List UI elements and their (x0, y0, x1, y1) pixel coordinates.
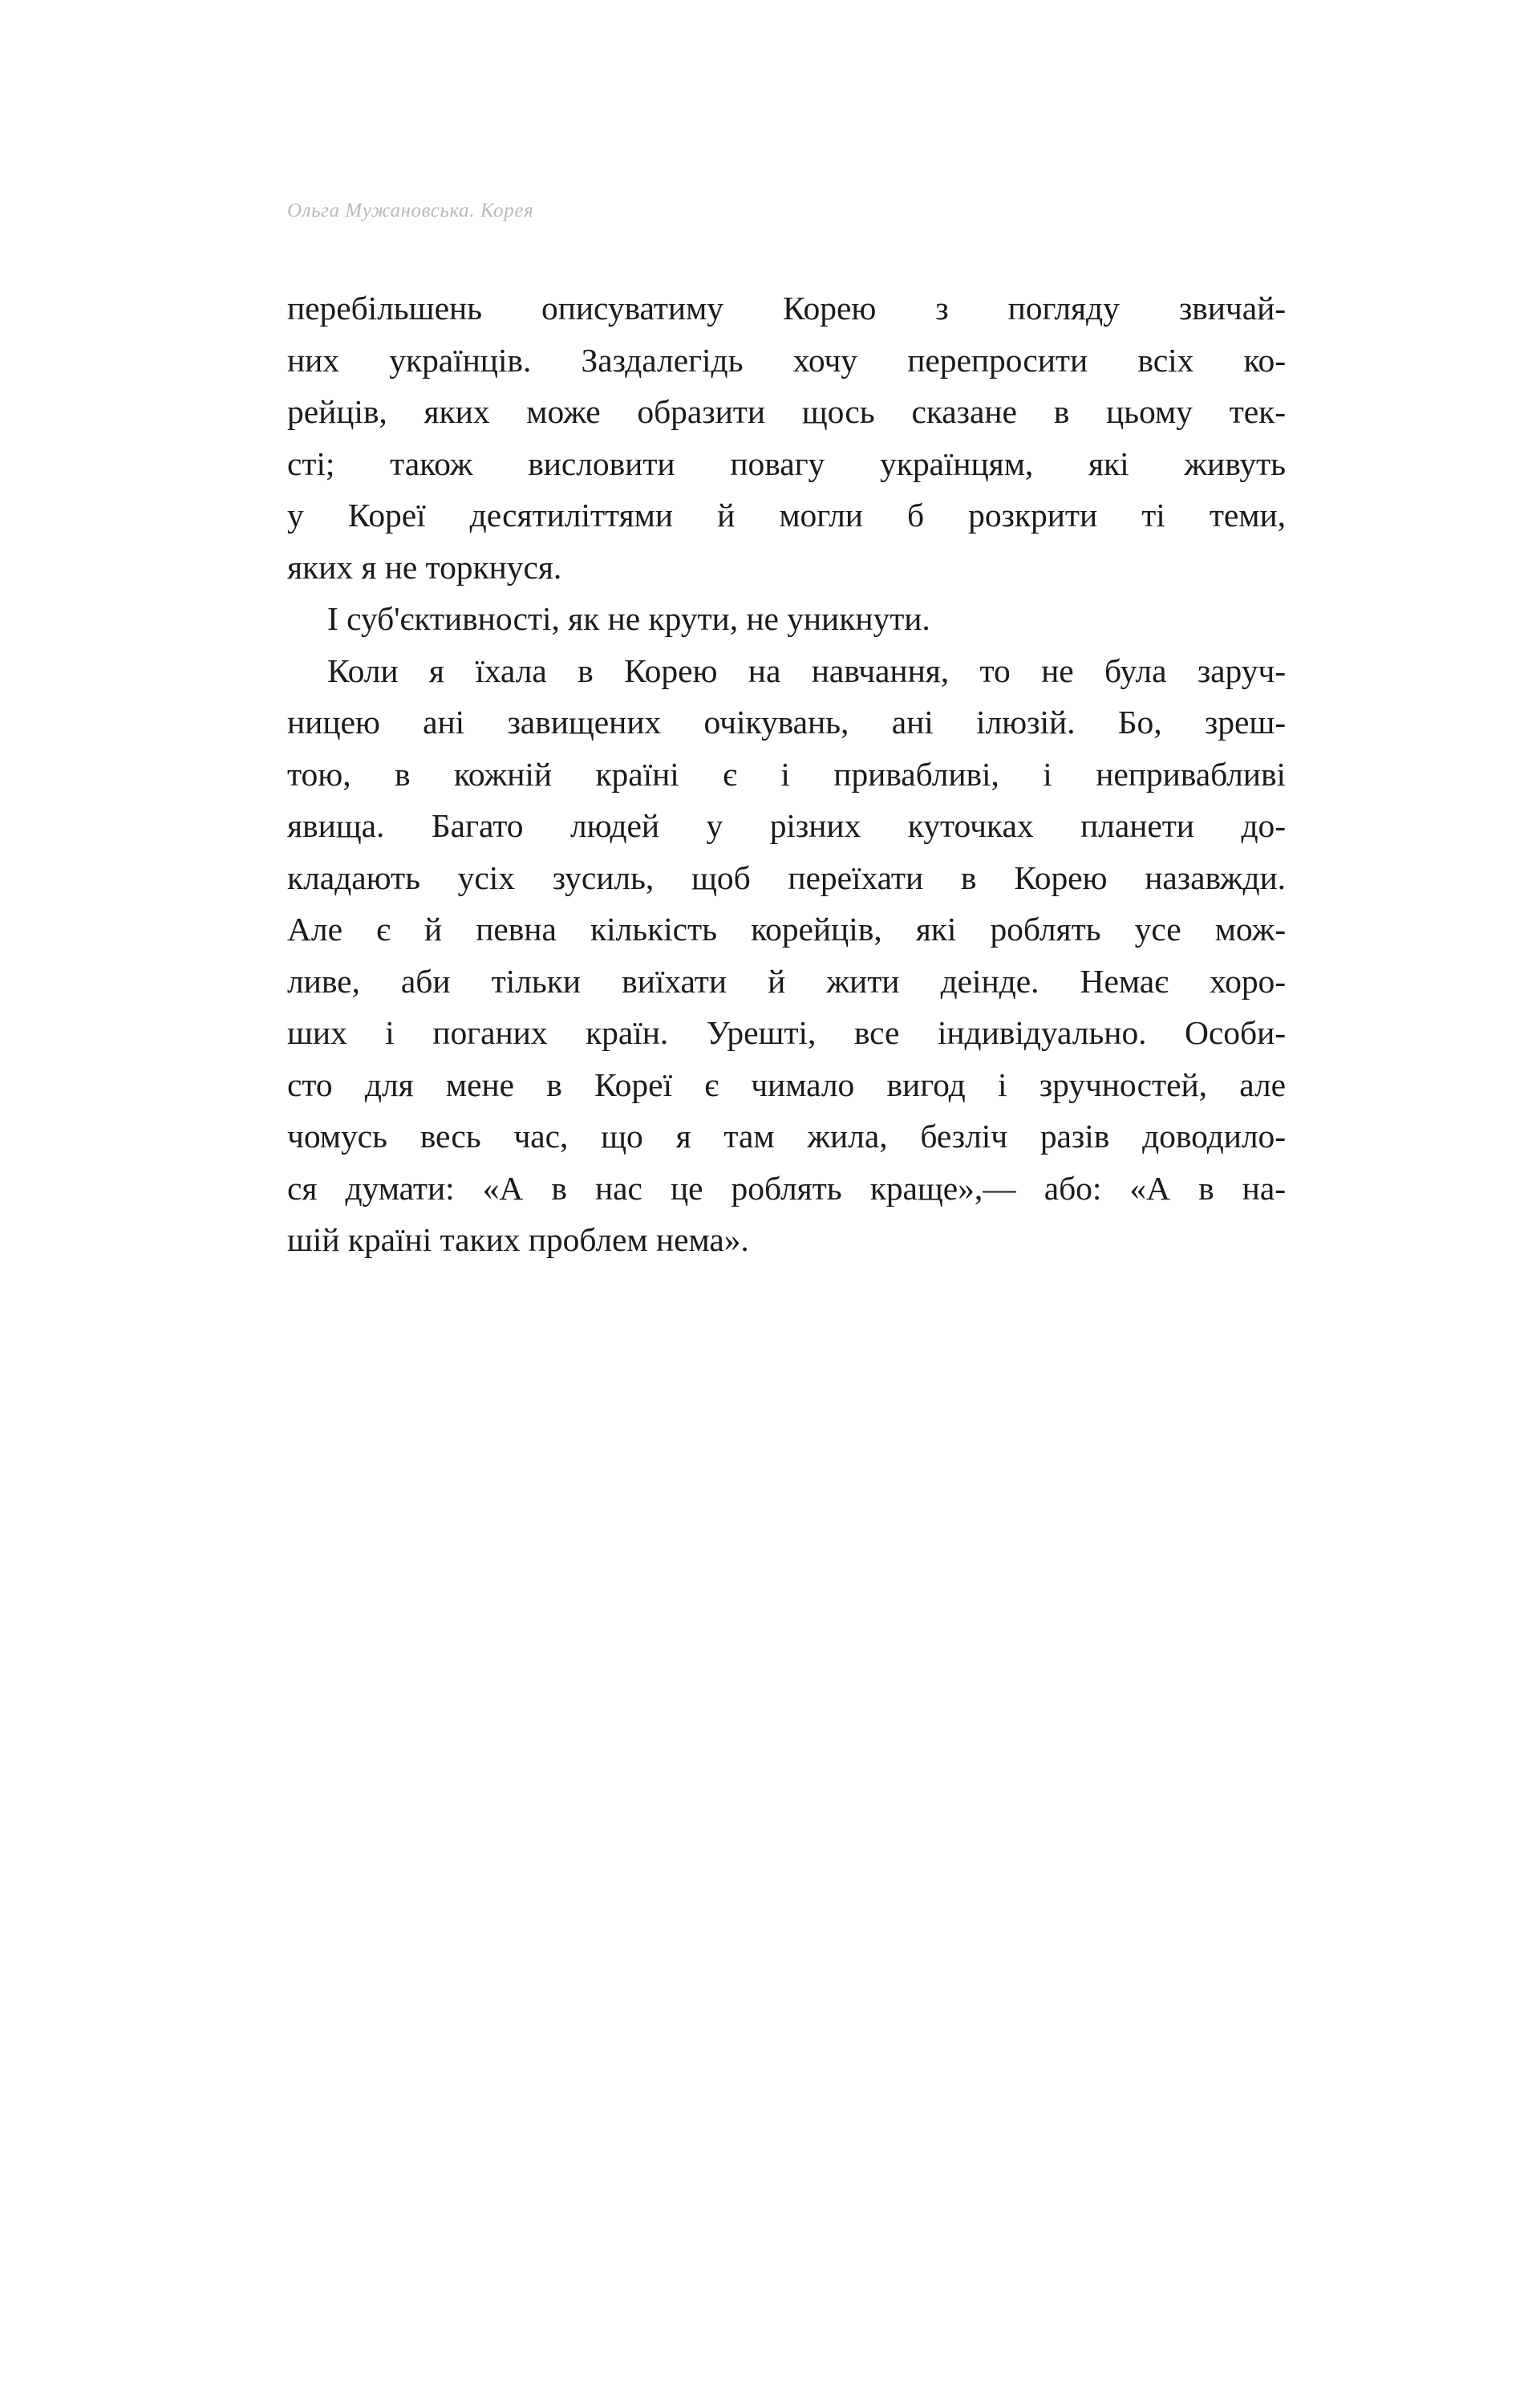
text-line: у Кореї десятиліттями й могли б розкрити ті теми, (287, 497, 1286, 534)
text-line: сто для мене в Кореї є чимало вигод і зручностей, але (287, 1066, 1286, 1103)
paragraph-1 (287, 282, 1286, 593)
text-line: шій країні таких проблем нема». (287, 1221, 749, 1258)
text-line: ливе, аби тільки виїхати й жити деінде. Немає хоро- (287, 962, 1286, 1000)
text-line: ницею ані завищених очікувань, ані ілюзій. Бо, зреш- (287, 704, 1286, 741)
text-line: рейців, яких може образити щось сказане в цьому тек- (287, 393, 1286, 430)
text-line: І суб'єктивності, як не крути, не уникнути. (327, 600, 930, 637)
running-head: Ольга Мужановська. Корея (287, 200, 534, 221)
text-line: явища. Багато людей у різних куточках планети до- (287, 807, 1286, 844)
text-line: чомусь весь час, що я там жила, безліч разів доводило- (287, 1118, 1286, 1155)
text-line: яких я не торкнуся. (287, 548, 562, 586)
text-line: ших і поганих країн. Урешті, все індивідуально. Особи- (287, 1014, 1286, 1051)
paragraph-3 (287, 645, 1286, 1266)
text-line: сті; також висловити повагу українцям, які живуть (287, 444, 1286, 482)
body-text-block (287, 282, 1286, 1266)
text-line: тою, в кожній країні є і привабливі, і непривабливі (287, 755, 1286, 793)
paragraph-2 (287, 593, 1286, 645)
text-line: Але є й певна кількість корейців, які роблять усе мож- (287, 911, 1286, 948)
text-line: ся думати: «А в нас це роблять краще»,— або: «А в на- (287, 1169, 1286, 1207)
text-line: перебільшень описуватиму Корею з погляду звичай- (287, 290, 1286, 327)
text-line: них українців. Заздалегідь хочу перепросити всіх ко- (287, 341, 1286, 379)
text-line: Коли я їхала в Корею на навчання, то не була заруч- (327, 652, 1286, 689)
text-line: кладають усіх зусиль, щоб переїхати в Корею назавжди. (287, 859, 1286, 896)
